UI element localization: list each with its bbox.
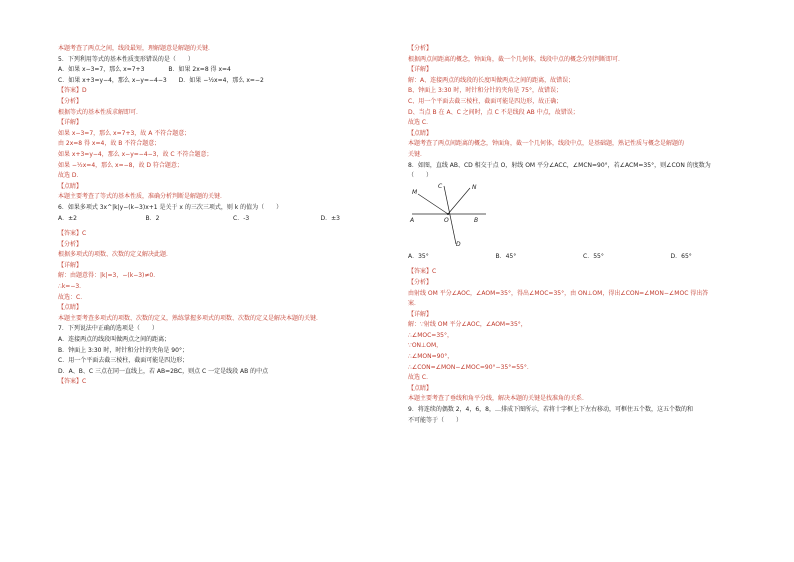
- text-line: 本题主要考查多项式的项数、次数的定义，熟练掌握多项式的项数、次数的定义是解决本题的关键．: [58, 314, 323, 322]
- q8-option-c: C．55°: [583, 252, 604, 260]
- text-line: 【点睛】: [408, 384, 433, 392]
- label-d: D: [456, 240, 461, 248]
- right-column: [408, 44, 758, 426]
- text-line: ∵ON⊥OM，: [408, 342, 443, 350]
- text-line: 【详解】: [58, 261, 83, 269]
- text-line: 【答案】D: [58, 87, 87, 95]
- text-line: 【答案】C: [408, 268, 437, 276]
- left-column: [58, 44, 408, 388]
- label-c: C: [438, 182, 443, 190]
- q6-option-d: D．±3: [320, 214, 340, 222]
- text-line: 根据等式的基本性质求解即可．: [58, 108, 143, 116]
- text-line: 5．下列利用等式的基本性质变形错误的是（ ）: [58, 55, 194, 63]
- q8-option-a: A．35°: [408, 252, 429, 260]
- q6-options: [58, 214, 408, 225]
- text-line: 【详解】: [408, 310, 433, 318]
- text-line: 故选 C．: [408, 374, 433, 382]
- text-line: 【分析】: [58, 97, 83, 105]
- text-line: 如果 x−3=7，那么 x=7+3，故 A 不符合题意；: [58, 129, 191, 137]
- q6-option-b: B．2: [145, 214, 160, 222]
- text-line: B．钟面上 3:30 时，时针和分针的夹角是 90°；: [58, 346, 188, 354]
- text-line: 7．下列说法中正确的选项是（ ）: [58, 325, 158, 333]
- text-line: C．用一个平面去截三棱柱，截面可能是四边形；: [58, 357, 189, 365]
- q8-option-d: D．65°: [670, 252, 692, 260]
- text-line: 解：A、连接两点的线段的长度叫做两点之间的距离，故错误；: [408, 76, 575, 84]
- label-m: M: [412, 188, 418, 196]
- text-line: 【点睛】: [58, 304, 83, 312]
- left-text-block: [58, 44, 408, 214]
- text-line: A．连接两点的线段叫做两点之间的距离；: [58, 336, 171, 344]
- label-a: A: [410, 216, 415, 224]
- text-line: 如果 x+3=y−4，那么 x−y=−4−3，故 C 不符合题意；: [58, 150, 213, 158]
- text-line: 关键．: [408, 150, 427, 158]
- text-line: 解：∵射线 OM 平分∠AOC，∠AOM=35°，: [408, 321, 527, 329]
- text-line: 根据多项式的项数、次数的定义解决此题．: [58, 251, 173, 259]
- text-line: 如果 −½x=4，那么 x=−8，故 D 符合题意；: [58, 161, 183, 169]
- q6-option-c: C．-3: [233, 214, 250, 222]
- label-o: O: [444, 216, 449, 224]
- text-line: B、钟面上 3:30 时，时针和分针的夹角是 75°，故错误；: [408, 87, 562, 95]
- q8-figure-svg: [408, 184, 528, 250]
- text-line: ∴∠CON=∠MON−∠MOC=90°−35°=55°．: [408, 363, 533, 371]
- text-line: ∴∠MON=90°，: [408, 353, 454, 361]
- q8-options: [408, 252, 758, 263]
- text-line: C．如果 x+3=y−4，那么 x−y=−4−3 D．如果 −½x=4，那么 x=−2: [58, 76, 264, 84]
- text-line: 【答案】C: [58, 378, 87, 386]
- text-line: 本题主要考查了等式的基本性质，准确分析判断是解题的关键．: [58, 193, 227, 201]
- text-line: 解：由题意得：|k|=3，−(k−3)≠0．: [58, 272, 160, 280]
- label-b: B: [474, 216, 479, 224]
- ray-om: [418, 194, 448, 214]
- text-line: 故选 C．: [408, 119, 433, 127]
- text-line: 由 2x=8 得 x=4，故 B 不符合题意；: [58, 140, 161, 148]
- text-line: 故选：C．: [58, 293, 87, 301]
- q6-option-a: A．±2: [58, 214, 77, 222]
- text-line: ∴∠MOC=35°，: [408, 331, 453, 339]
- left-text-block-2: [58, 229, 408, 388]
- text-line: 【分析】: [58, 240, 83, 248]
- text-line: 6．如果多项式 3x^|k|y−(k−3)x+1 是关于 x 的三次三项式，则 k 的值为（ ）: [58, 203, 283, 211]
- text-line: 故选 D．: [58, 172, 83, 180]
- text-line: （ ）: [408, 172, 433, 180]
- text-line: 案．: [408, 300, 421, 308]
- text-line: 【点睛】: [408, 129, 433, 137]
- text-line: 8．如图，直线 AB、CD 相交于点 O，射线 OM 平分∠ACC，∠MCN=90°，若∠ACM=35°，则∠CON 的度数为: [408, 161, 711, 169]
- text-line: 【点睛】: [58, 182, 83, 190]
- text-line: D、当点 B 在 A、C 之间时，点 C 不是线段 AB 中点，故错误；: [408, 108, 579, 116]
- right-text-block-2: [408, 267, 758, 426]
- text-line: 【详解】: [58, 119, 83, 127]
- text-line: 本题主要考查了垂线和角平分线，解决本题的关键是找准角的关系．: [408, 395, 589, 403]
- text-line: 【分析】: [408, 278, 433, 286]
- text-line: 由射线 OM 平分∠AOC，∠AOM=35°，得出∠MOC=35°，由 ON⊥OM，得出∠CON=∠MON−∠MOC 得出答: [408, 289, 709, 297]
- q8-option-b: B．45°: [495, 252, 517, 260]
- point-o: [447, 213, 449, 215]
- text-line: ∴k=−3．: [58, 283, 86, 291]
- text-line: 本题考查了两点间距离的概念，钟面角，截一个几何体，线段中点，是基础题，熟记性质与概念是解题的: [408, 140, 685, 148]
- text-line: 不可能等于（ ）: [408, 416, 463, 424]
- label-n: N: [472, 183, 477, 191]
- ray-on: [448, 188, 470, 214]
- text-line: A．如果 x−3=7，那么 x=7+3 B．如果 2x=8 得 x=4: [58, 66, 231, 74]
- line-cd: [444, 186, 456, 244]
- text-line: D．A、B、C 三点在同一直线上，若 AB=2BC，则点 C 一定是线段 AB 的中点: [58, 367, 269, 375]
- text-line: 【答案】C: [58, 230, 87, 238]
- text-line: 本题考查了两点之间，线段最短，理解题意是解题的关键．: [58, 45, 215, 52]
- right-text-block: [408, 44, 758, 182]
- text-line: 根据两点间距离的概念，钟面角，截一个几何体，线段中点的概念分别判断即可．: [408, 55, 625, 63]
- text-line: 【详解】: [408, 66, 433, 74]
- text-line: C、用一个平面去截三棱柱，截面可能是四边形，故正确；: [408, 97, 563, 105]
- text-line: 【分析】: [408, 45, 433, 52]
- q8-geometry-figure: [408, 184, 758, 250]
- text-line: 9．将连续的偶数 2，4，6，8，…排成下图所示，若将十字框上下左右移动，可框住五个数，这五个数的和: [408, 406, 693, 414]
